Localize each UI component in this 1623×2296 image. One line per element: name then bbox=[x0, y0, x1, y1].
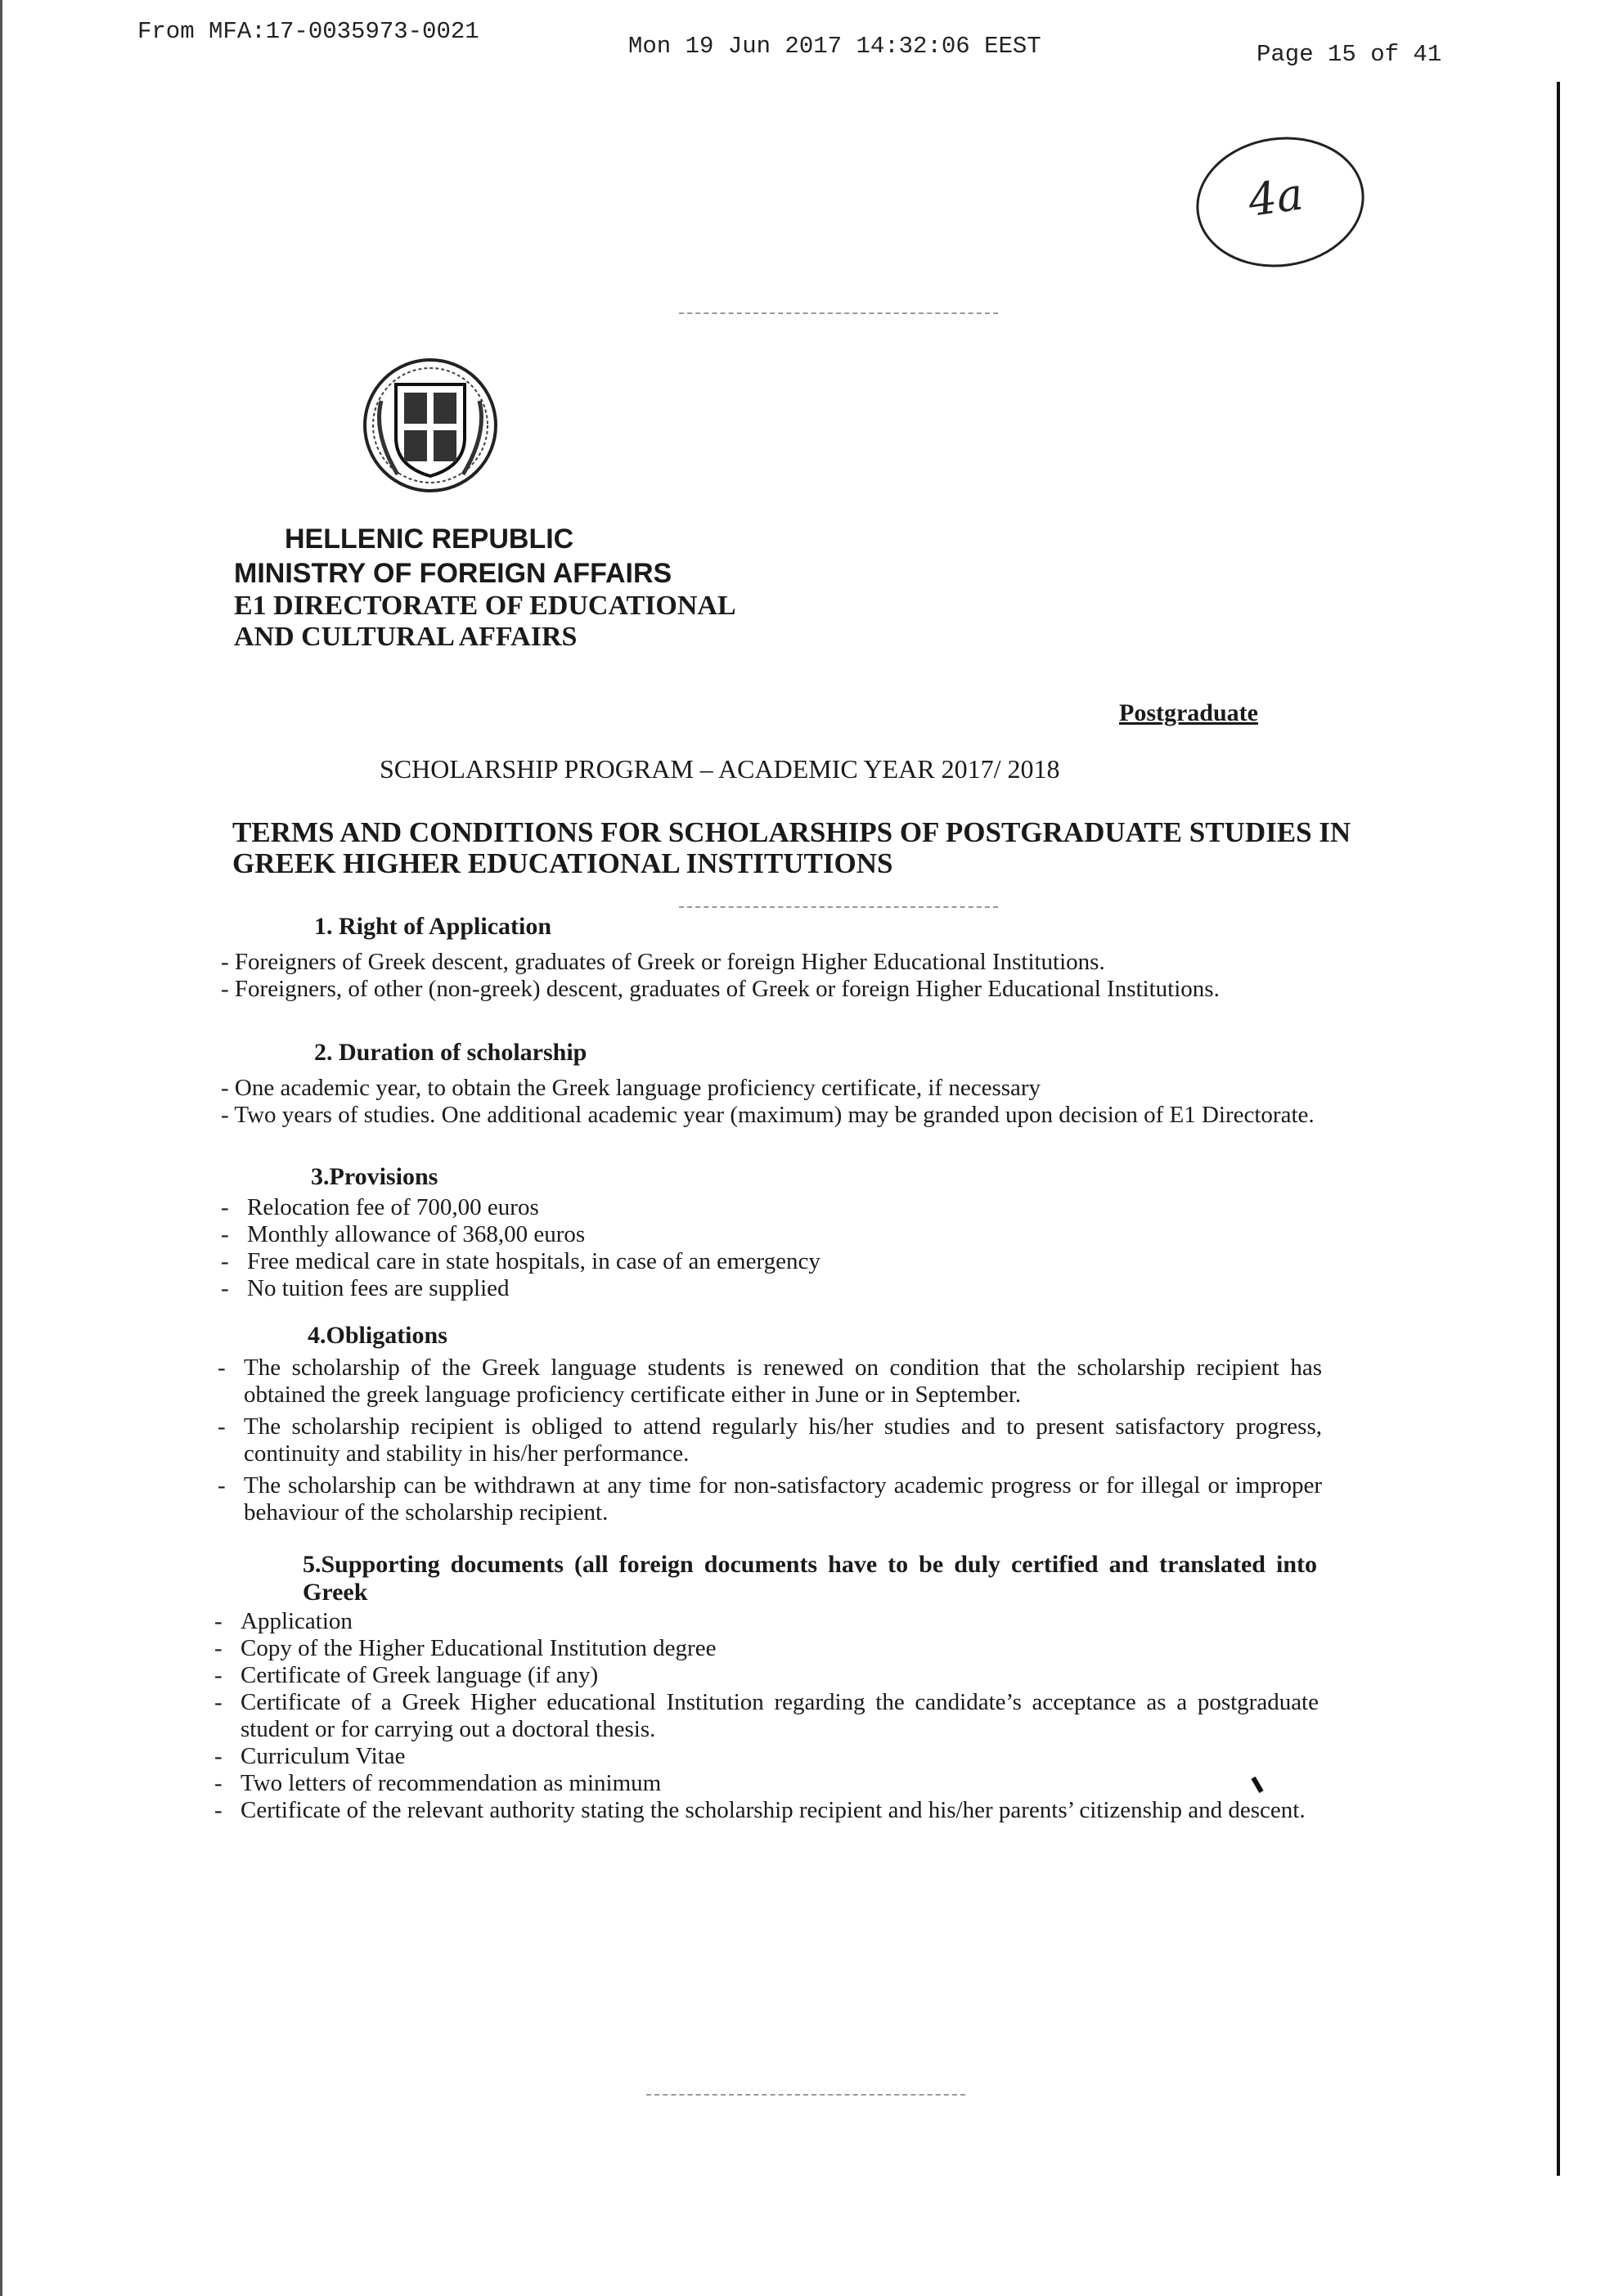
list-item: - Foreigners, of other (non-greek) descent, graduates of Greek or foreign Higher Educational Institutions. bbox=[221, 976, 1220, 1002]
scan-edge-left bbox=[0, 0, 2, 2296]
list-item: - Two letters of recommendation as minimum bbox=[214, 1770, 662, 1796]
scan-edge-right bbox=[1557, 82, 1560, 2176]
org-line-ministry: MINISTRY OF FOREIGN AFFAIRS bbox=[234, 558, 672, 589]
section-body-supporting-documents bbox=[214, 1608, 1319, 1824]
section-heading-obligations: 4.Obligations bbox=[308, 1322, 447, 1349]
list-item: - Certificate of the relevant authority stating the scholarship recipient and his/her parents’ citizenship and descent. bbox=[214, 1797, 1306, 1823]
list-item: - Copy of the Higher Educational Institution degree bbox=[214, 1635, 717, 1661]
list-item: - No tuition fees are supplied bbox=[221, 1275, 510, 1301]
list-item: - Foreigners of Greek descent, graduates of Greek or foreign Higher Educational Institutions. bbox=[221, 949, 1105, 975]
terms-title-line1: TERMS AND CONDITIONS FOR SCHOLARSHIPS OF POSTGRADUATE STUDIES IN bbox=[232, 816, 1351, 848]
dashed-artifact-bottom bbox=[646, 2094, 965, 2096]
list-item: - Two years of studies. One additional academic year (maximum) may be granded upon decision of E1 Directorate. bbox=[221, 1102, 1315, 1128]
list-item: - The scholarship recipient is obliged to attend regularly his/her studies and to present satisfactory progress, continuity and stability in his/her performance. bbox=[218, 1413, 1322, 1467]
section-body-provisions bbox=[221, 1194, 1333, 1302]
list-item: - Curriculum Vitae bbox=[214, 1743, 406, 1769]
section-heading-duration: 2. Duration of scholarship bbox=[314, 1039, 587, 1066]
list-item: - Certificate of Greek language (if any) bbox=[214, 1662, 599, 1688]
level-label: Postgraduate bbox=[1119, 699, 1258, 726]
list-item: - One academic year, to obtain the Greek language proficiency certificate, if necessary bbox=[221, 1075, 1041, 1101]
list-item: - Free medical care in state hospitals, in case of an emergency bbox=[221, 1248, 820, 1274]
section-body-obligations bbox=[218, 1355, 1322, 1526]
section-heading-provisions: 3.Provisions bbox=[311, 1163, 438, 1190]
dashed-artifact-top bbox=[679, 312, 998, 314]
terms-title-line2: GREEK HIGHER EDUCATIONAL INSTITUTIONS bbox=[232, 847, 893, 879]
org-line-hellenic-republic: HELLENIC REPUBLIC bbox=[285, 523, 574, 555]
section-body-duration bbox=[221, 1075, 1333, 1129]
list-item: - The scholarship can be withdrawn at any time for non-satisfactory academic progress or for illegal or improper behaviour of the scholarship recipient. bbox=[218, 1472, 1322, 1525]
fax-sender: From MFA:17-0035973-0021 bbox=[137, 18, 479, 45]
section-heading-supporting-documents: 5.Supporting documents (all foreign documents have to be duly certified and translated into Greek bbox=[303, 1551, 1317, 1606]
handwritten-annotation bbox=[1188, 126, 1373, 277]
program-title: SCHOLARSHIP PROGRAM – ACADEMIC YEAR 2017/ 2018 bbox=[380, 754, 1060, 784]
coat-of-arms-icon bbox=[357, 352, 504, 499]
section-body-right-of-application bbox=[221, 949, 1333, 1003]
list-item: - Relocation fee of 700,00 euros bbox=[221, 1194, 539, 1220]
list-item: - Certificate of a Greek Higher educational Institution regarding the candidate’s acceptance as a postgraduate student or for carrying out a doctoral thesis. bbox=[214, 1689, 1319, 1742]
org-line-affairs: AND CULTURAL AFFAIRS bbox=[234, 622, 578, 652]
fax-page-number: Page 15 of 41 bbox=[1257, 41, 1442, 68]
list-item: - Monthly allowance of 368,00 euros bbox=[221, 1221, 586, 1247]
fax-datetime: Mon 19 Jun 2017 14:32:06 EEST bbox=[628, 33, 1041, 60]
list-item: - Application bbox=[214, 1608, 353, 1634]
list-item: - The scholarship of the Greek language students is renewed on condition that the scholarship recipient has obtained the greek language proficiency certificate either in June or in September. bbox=[218, 1355, 1322, 1408]
dashed-artifact-mid bbox=[679, 906, 998, 908]
section-heading-right-of-application: 1. Right of Application bbox=[314, 913, 552, 940]
annotation-text: 4a bbox=[1245, 168, 1306, 227]
org-line-directorate: E1 DIRECTORATE OF EDUCATIONAL bbox=[234, 591, 736, 621]
